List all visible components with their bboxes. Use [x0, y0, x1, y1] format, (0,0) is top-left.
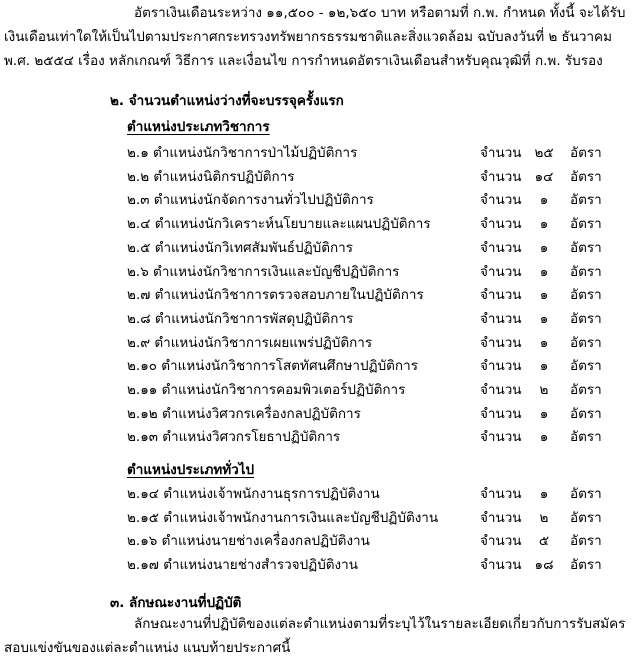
section-3-para-line-1-part-2: ตามที่ระบุไว้ในรายละเอียดเกี่ยวกับการรับสมัคร: [353, 616, 626, 632]
position-qty-label: จำนวน: [480, 358, 522, 375]
position-unit: อัตรา: [570, 486, 602, 502]
position-qty-label: จำนวน: [480, 287, 522, 304]
position-qty-label: จำนวน: [480, 145, 522, 161]
position-unit: อัตรา: [570, 334, 602, 351]
position-count: ๒: [539, 382, 549, 398]
position-count: ๑: [539, 429, 549, 446]
position-count: ๑๘: [534, 557, 554, 574]
position-label: ๒.๕ ตำแหน่งนักวิเทศสัมพันธ์ปฏิบัติการ: [127, 239, 354, 256]
position-qty-label: จำนวน: [480, 239, 522, 256]
position-count: ๑: [539, 287, 549, 304]
position-unit: อัตรา: [570, 239, 602, 256]
position-unit: อัตรา: [570, 405, 602, 422]
position-unit: อัตรา: [570, 168, 602, 185]
position-label: ๒.๑๑ ตำแหน่งนักวิชาการคอมพิวเตอร์ปฏิบัติการ: [127, 382, 406, 398]
intro-line-3: พ.ศ. ๒๕๕๔ เรื่อง หลักเกณฑ์ วิธีการ และเงื่อนไข การกำหนดอัตราเงินเดือนสำหรับคุณวุฒิที่ ก.พ. รับรอง: [4, 53, 603, 69]
intro-line-1: อัตราเงินเดือนระหว่าง ๑๑,๕๐๐ - ๑๒,๖๕๐ บาท หรือตามที่ ก.พ. กำหนด ทั้งนี้ จะได้รับ: [134, 5, 626, 21]
position-count: ๑: [539, 216, 549, 233]
group-academic-title: ตำแหน่งประเภทวิชาการ: [127, 119, 270, 135]
position-label: ๒.๑๕ ตำแหน่งเจ้าพนักงานการเงินและบัญชีปฏิบัติงาน: [127, 509, 439, 526]
section-3-para-line-1-part-1: ลักษณะงานที่ปฏิบัติของแต่ละตำแหน่ง: [134, 616, 354, 632]
position-count: ๑: [539, 405, 549, 422]
position-unit: อัตรา: [570, 216, 602, 233]
position-unit: อัตรา: [570, 557, 602, 574]
position-qty-label: จำนวน: [480, 486, 522, 502]
position-label: ๒.๑๒ ตำแหน่งวิศวกรเครื่องกลปฏิบัติการ: [127, 405, 361, 422]
intro-line-2: [4, 27, 612, 47]
position-qty-label: จำนวน: [480, 216, 522, 233]
intro-line-2-part-1: เงินเดือนเท่าใดให้เป็นไปตามประกาศกระทรวงทรัพยากรธรรมชาติและสิ่งแวดล้อม: [4, 29, 474, 45]
position-label: ๒.๓ ตำแหน่งนักจัดการงานทั่วไปปฏิบัติการ: [127, 192, 374, 209]
position-unit: อัตรา: [570, 263, 602, 280]
section-3-heading: ๓. ลักษณะงานที่ปฏิบัติ: [110, 595, 242, 611]
position-count: ๑: [539, 334, 549, 351]
position-label: ๒.๑๐ ตำแหน่งนักวิชาการโสตทัศนศึกษาปฏิบัติการ: [127, 358, 418, 375]
position-qty-label: จำนวน: [480, 405, 522, 422]
position-label: ๒.๑๔ ตำแหน่งเจ้าพนักงานธุรการปฏิบัติงาน: [127, 486, 380, 502]
intro-line-2-part-3: ๒: [548, 29, 558, 45]
position-label: ๒.๑๗ ตำแหน่งนายช่างสำรวจปฏิบัติงาน: [127, 557, 358, 574]
group-general-title: ตำแหน่งประเภททั่วไป: [127, 462, 255, 478]
position-label: ๒.๗ ตำแหน่งนักวิชาการตรวจสอบภายในปฏิบัติการ: [127, 287, 424, 304]
position-unit: อัตรา: [570, 145, 602, 161]
position-count: ๒๕: [534, 145, 554, 161]
position-count: ๑: [539, 310, 549, 327]
position-count: ๑: [539, 263, 549, 280]
section-3-para-line-1: [134, 614, 626, 634]
position-count: ๕: [538, 533, 550, 550]
position-qty-label: จำนวน: [480, 168, 522, 185]
position-label: ๒.๒ ตำแหน่งนิติกรปฏิบัติการ: [127, 168, 295, 185]
position-label: ๒.๘ ตำแหน่งนักวิชาการพัสดุปฏิบัติการ: [127, 310, 354, 327]
position-qty-label: จำนวน: [480, 263, 522, 280]
position-label: ๒.๖ ตำแหน่งนักวิชาการเงินและบัญชีปฏิบัติการ: [127, 263, 400, 280]
position-qty-label: จำนวน: [480, 533, 522, 550]
intro-line-2-part-2: ฉบับลงวันที่: [477, 29, 545, 45]
position-unit: อัตรา: [570, 533, 602, 550]
section-2-heading: ๒. จำนวนตำแหน่งว่างที่จะบรรจุครั้งแรก: [110, 93, 344, 109]
position-unit: อัตรา: [570, 287, 602, 304]
position-unit: อัตรา: [570, 382, 602, 398]
position-count: ๑: [539, 192, 549, 209]
position-unit: อัตรา: [570, 192, 602, 209]
position-qty-label: จำนวน: [480, 334, 522, 351]
position-count: ๑: [539, 358, 549, 375]
position-label: ๒.๑ ตำแหน่งนักวิชาการป่าไม้ปฏิบัติการ: [127, 145, 358, 161]
position-qty-label: จำนวน: [480, 310, 522, 327]
intro-line-2-part-4: ธันวาคม: [561, 29, 612, 45]
position-qty-label: จำนวน: [480, 382, 522, 398]
position-qty-label: จำนวน: [480, 509, 522, 526]
section-3-para-line-2: สอบแข่งขันของแต่ละตำแหน่ง แนบท้ายประกาศนี้: [4, 640, 291, 656]
position-unit: อัตรา: [570, 429, 602, 446]
position-qty-label: จำนวน: [480, 557, 522, 574]
position-unit: อัตรา: [570, 310, 602, 327]
position-unit: อัตรา: [570, 509, 602, 526]
position-qty-label: จำนวน: [480, 429, 522, 446]
position-unit: อัตรา: [570, 358, 602, 375]
position-count: ๒: [539, 509, 549, 526]
position-label: ๒.๑๖ ตำแหน่งนายช่างเครื่องกลปฏิบัติงาน: [127, 533, 370, 550]
position-label: ๒.๑๓ ตำแหน่งวิศวกรโยธาปฏิบัติการ: [127, 429, 341, 446]
position-label: ๒.๙ ตำแหน่งนักวิชาการเผยแพร่ปฏิบัติการ: [127, 334, 373, 351]
position-count: ๑: [539, 486, 549, 502]
position-qty-label: จำนวน: [480, 192, 522, 209]
position-count: ๑๔: [534, 168, 554, 185]
position-count: ๑: [539, 239, 549, 256]
position-label: ๒.๔ ตำแหน่งนักวิเคราะห์นโยบายและแผนปฏิบัติการ: [127, 216, 431, 233]
